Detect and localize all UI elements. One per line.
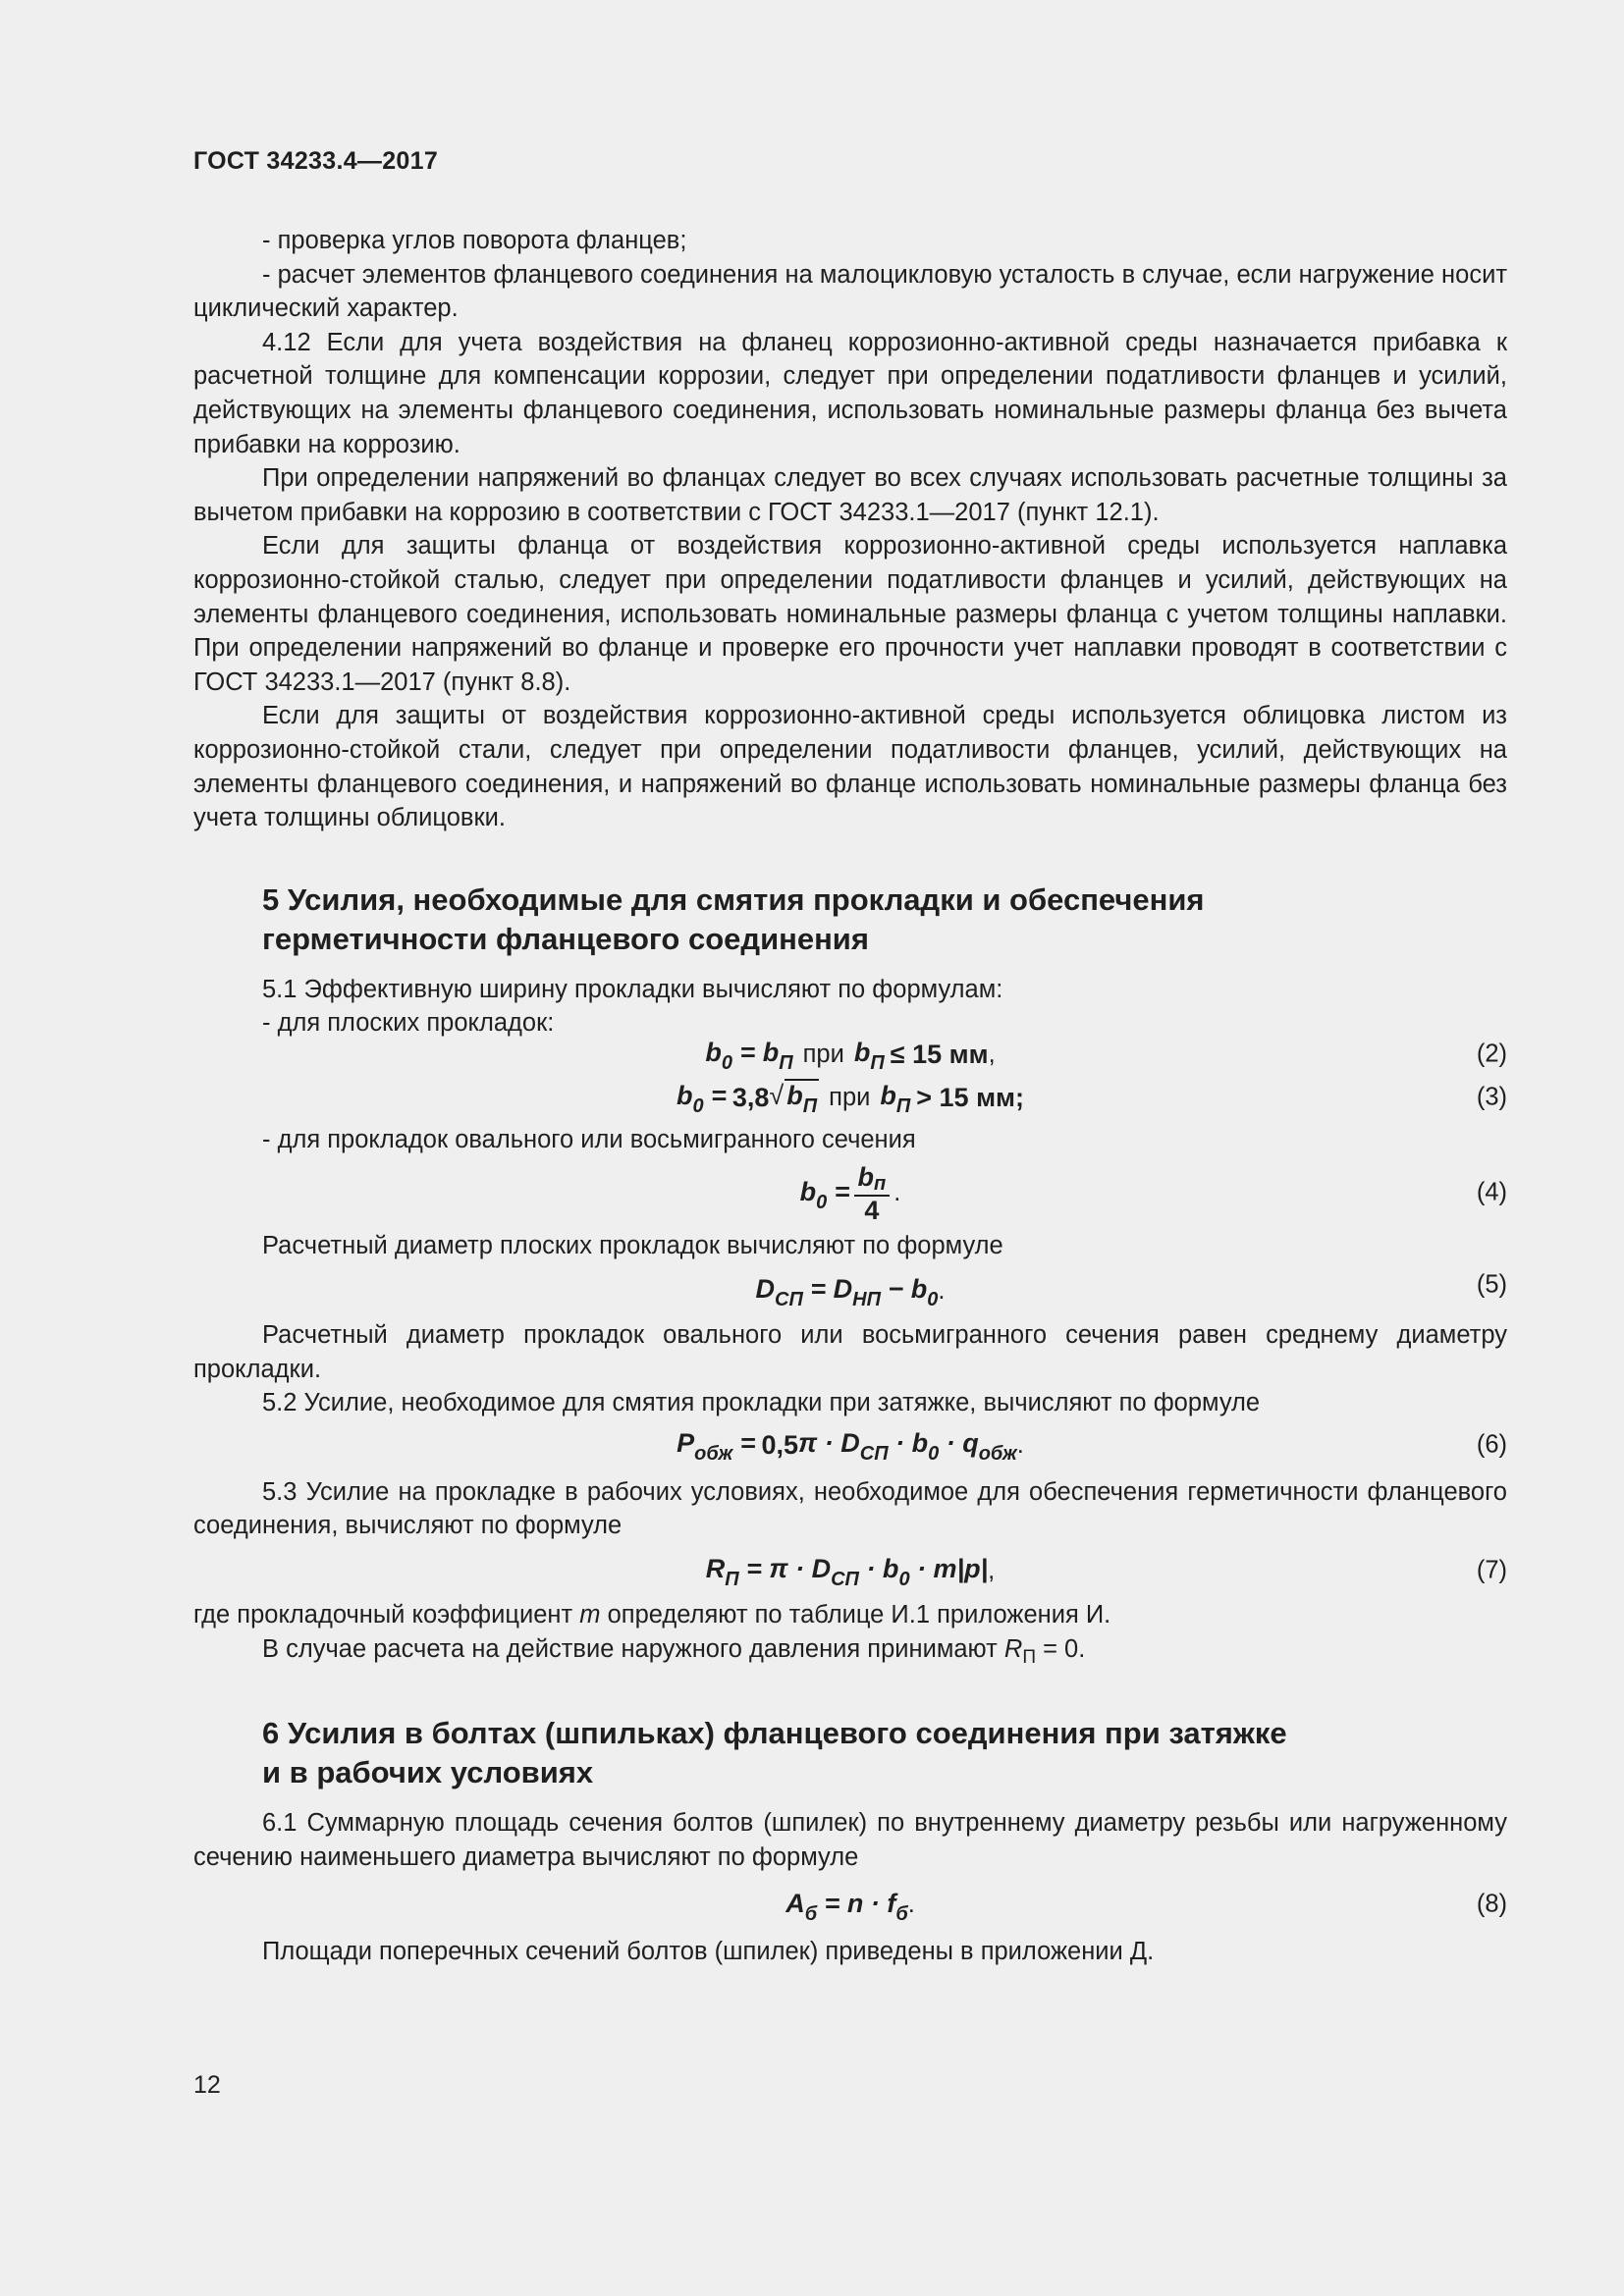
equation-6-number: (6) — [1476, 1430, 1507, 1459]
paragraph-cladding-weld: Если для защиты фланца от воздействия коррозионно-активной среды используется наплавка коррозионно-стойкой сталью, следует при определении податливости фланцев и усилий, действующих на элементы фланцевого соединения, использовать номинальные размеры фланца с учетом толщины наплавки. При определении напряжений во фланце и проверке его прочности учет наплавки проводят в соответствии с ГОСТ 34233.1—2017 (пункт 8.8). — [193, 532, 1507, 696]
eq6-tail: . — [1016, 1430, 1024, 1459]
equation-8-number: (8) — [1476, 1891, 1507, 1919]
paragraph-5-1: 5.1 Эффективную ширину прокладки вычисляют по формулам: — [262, 975, 1003, 1003]
eq4-tail: . — [893, 1179, 901, 1207]
paragraph-oval-gaskets: - для прокладок овального или восьмигранного сечения — [262, 1125, 916, 1153]
eq5-formula: $D_{СП} = D_{НП} - b_0$ — [755, 1274, 939, 1311]
eq2-formula: $b_0 = b_П$ — [705, 1038, 793, 1075]
eq3-word: при — [829, 1083, 871, 1111]
equation-4 — [193, 1156, 1507, 1229]
eq2-tail: , — [988, 1040, 996, 1068]
paragraph-5-2: 5.2 Усилие, необходимое для смятия прокладки при затяжке, вычисляют по формуле — [262, 1389, 1261, 1417]
eq5-tail: . — [938, 1276, 946, 1305]
section-6-heading-line2: и в рабочих условиях — [262, 1755, 594, 1790]
eq4-formula: $b_0$ = — [799, 1176, 850, 1213]
section-6-heading — [193, 1714, 1507, 1792]
eq8-tail: . — [907, 1891, 915, 1919]
equation-2: $b_0 = b_П$ при $b_П$ ≤ 15 мм , (2) — [705, 1038, 1507, 1075]
eq3-condition: > 15 мм; — [916, 1082, 1025, 1112]
eq4-fraction: $\frac{bп}{4}$ — [854, 1162, 891, 1224]
paragraph-flange-rotation: - проверка углов поворота фланцев; — [262, 227, 687, 254]
eq6-formula: $P_{обж}$ = — [677, 1428, 756, 1466]
section-5-heading — [193, 881, 1507, 959]
equation-2-number: (2) — [1476, 1040, 1507, 1068]
document-header: ГОСТ 34233.4—2017 — [193, 147, 439, 175]
section-5-heading-line1: 5 Усилия, необходимые для смятия прокладки и обеспечения — [262, 881, 1205, 917]
equation-5-number: (5) — [1476, 1271, 1507, 1300]
equation-6: $P_{обж}$ = 0,5 $\pi \cdot D_{СП} \cdot b_0 \cdot q_{обж}$ . (6) — [677, 1428, 1507, 1466]
equation-3-number: (3) — [1476, 1083, 1507, 1111]
paragraph-stress-thickness: При определении напряжений во фланцах следует во всех случаях использовать расчетные толщины за вычетом прибавки на коррозию в соответствии с ГОСТ 34233.1—2017 (пункт 12.1). — [193, 464, 1507, 526]
paragraph-bolt-areas: Площади поперечных сечений болтов (шпилек) приведены в приложении Д. — [262, 1938, 1155, 1966]
equation-4-number: (4) — [1476, 1179, 1507, 1207]
eq2-condition: ≤ 15 мм — [890, 1039, 989, 1069]
equation-8 — [193, 1874, 1507, 1935]
section-6-heading-line1: 6 Усилия в болтах (шпильках) фланцевого соединения при затяжке — [262, 1716, 1287, 1751]
eq7-tail: , — [988, 1556, 996, 1584]
paragraph-6-1: 6.1 Суммарную площадь сечения болтов (шпилек) по внутреннему диаметру резьбы или нагруженному сечению наименьшего диаметра вычисляют по формуле — [193, 1809, 1507, 1871]
equation-5 — [193, 1263, 1507, 1318]
page-number: 12 — [193, 2071, 221, 2099]
equation-7 — [193, 1543, 1507, 1598]
equation-3: $b_0$ = 3,8 √ $b_П$ при $b_П$ > 15 мм; (3) — [676, 1081, 1507, 1118]
paragraph-oval-diameter: Расчетный диаметр прокладок овального или восьмигранного сечения равен среднему диаметру прокладки. — [193, 1321, 1507, 1383]
eq6-coef: 0,5 — [761, 1429, 799, 1460]
paragraph-flat-gaskets: - для плоских прокладок: — [262, 1009, 555, 1038]
paragraph-external-pressure: В случае расчета на действие наружного давления принимают $R_П = 0$. — [262, 1634, 1086, 1668]
eq7-formula: $R_П = \pi \cdot D_{СП} \cdot b_0 \cdot m|p|$ — [705, 1554, 989, 1591]
eq3-formula: $b_0$ = — [676, 1081, 727, 1118]
eq8-formula: $A_б = n \cdot f_б$ — [785, 1888, 908, 1925]
eq3-coef: 3,8 — [731, 1082, 770, 1112]
paragraph-5-3: 5.3 Усилие на прокладке в рабочих условиях, необходимое для обеспечения герметичности фланцевого соединения, вычисляют по формуле — [193, 1477, 1507, 1540]
paragraph-lining-sheet: Если для защиты от воздействия коррозионно-активной среды используется облицовка листом из коррозионно-стойкой стали, следует при определении податливости фланцев, усилий, действующих на элементы фланцевого соединения, и напряжений во фланце использовать номинальные размеры фланца без учета толщины облицовки. — [193, 702, 1507, 832]
paragraph-4-12: 4.12 Если для учета воздействия на фланец коррозионно-активной среды назначается прибавка к расчетной толщине для компенсации коррозии, следует при определении податливости фланцев и усилий, действующих на элементы фланцевого соединения, использовать номинальные размеры фланца без вычета прибавки на коррозию. — [193, 328, 1507, 458]
eq2-word: при — [802, 1040, 844, 1068]
equation-7-number: (7) — [1476, 1556, 1507, 1584]
paragraph-design-diameter: Расчетный диаметр плоских прокладок вычисляют по формуле — [262, 1232, 1003, 1260]
paragraph-low-cycle-fatigue: - расчет элементов фланцевого соединения на малоцикловую усталость в случае, если нагружение носит циклический характер. — [193, 260, 1507, 323]
page-content — [193, 224, 1507, 1969]
paragraph-gasket-coefficient: где прокладочный коэффициент m определяют по таблице И.1 приложения И. — [193, 1601, 1111, 1629]
section-5-heading-line2: герметичности фланцевого соединения — [262, 921, 869, 956]
